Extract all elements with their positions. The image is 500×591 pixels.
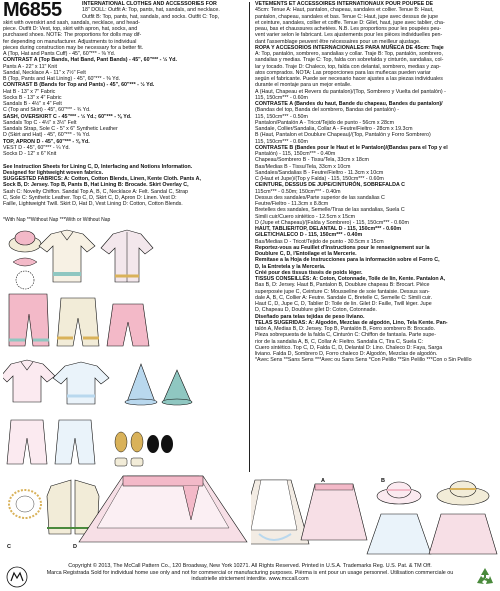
left-line: Sandals Strap, Sole C - 5" x 6" Synthetic Leather [3,126,118,132]
right-line: Reportez-vous au Feuillet d'Instructions pour le renseignement sur la [255,244,430,251]
right-line: Feutre/Fieltro - 11.3cm x 8.8cm [255,201,329,207]
view-letter-c: C [7,544,11,550]
hat-a-illustration [9,231,41,289]
right-line: Simili cuir/Cuero sintético - 12.5cm x 15cm [255,213,356,220]
right-line: Dessus des sandales/Parte superior de las sandalias C [255,194,385,201]
top-a-illustration [39,230,95,282]
left-line: Designed for lightweight woven fabrics. [3,169,104,176]
left-line: TOP, APRON D - 45", 60"*** - ⅜ Yd. [3,138,90,145]
copyright-footer [30,563,470,583]
right-line: Sandales/Sandalias B - Feutre/Fieltro - 11.3cm x 10cm [255,169,384,176]
left-line: Socks B - 13" x 4" Fabric [3,94,62,101]
right-line: sandalias y medias. Traje C: Top, falda con sobrefalda y cinturón, sandalias, col- [255,57,444,64]
top-d-illustration [53,362,109,404]
right-line: dale A, B, C, Collier A: Feutre. Sandale C, Bretelle C, Semelle C: Simili cuir. [255,294,432,301]
right-line: Remítase a la Hoja de Instrucciones para la información sobre el Forro C, [255,257,440,264]
left-line: INTERNATIONAL CLOTHES AND ACCESSORIES FOR [82,1,217,7]
garment-illustrations-left [3,224,249,554]
left-line: VEST D - 45", 60"*** - ¼ Yd. [3,144,70,151]
left-line: Sandal, Necklace A - 11" x 7½" Felt [3,69,86,76]
left-line: B (Top, Pants and Hat Lining) - 45", 60"*** - ⅜ Yd. [3,76,121,82]
hat-d-illustration [377,482,421,504]
website-line: industrielle strictement interdite. www.mccall.com [191,576,309,583]
left-line: skirt with overskirt and sash, sandals, necklace, and head- [3,19,140,26]
left-line: D (Skirt and Hat) - 45", 60"*** - ⅜ Yd. [3,132,91,139]
trademark-line: Marca Registrada Sold for individual home use only and not for commercial or manufacturing purposes. Pièrma is ent pour un usage personnel. Utilisation commerciale ou [46,569,454,576]
left-line: purchased shoes. NOTE: The proportions for dolls may dif- [3,32,142,39]
pants-d-illustration [7,420,47,464]
left-line: Sash C: Novelty Chiffon. Sandal Top A, B, C, Necklace A: Felt. Sandal C, Strap [3,188,188,195]
right-line: peau, bas et chaussures achetées. N.B. Les proportions pour les poupées peu- [255,26,442,32]
right-line: vent varier selon le fabricant. Les ajustements pour les pièces individuelles pen- [255,32,443,39]
right-line: A (Haut, Chapeau et Revers du pantalon)/(Top, Sombrero y Vuelta del pantalón) - [255,88,446,95]
right-line: Diseñado para telas tejidas de peso liviano. [255,313,365,320]
right-line: durante el montaje para un mejor entalle. [255,82,352,89]
right-line: VÊTEMENTS ET ACCESSOIRES INTERNATIONAUX POUR POUPÉE DE [255,1,434,7]
view-letter-d: D [73,544,77,550]
left-line: A (Top, Hat and Pants Cuff) - 45", 60"*** - ⅜ Yd. [3,51,116,57]
left-line: Sock B, D: Jersey. Top B, Pants B, Hat Lining B: Brocade. Skirt Overlay C, [3,182,189,189]
right-line: D, la Entretela y la Mercería. [255,263,326,270]
right-line: dant l'assemblage peuvent être nécessaires pour un meilleur ajustage. [255,38,421,45]
hat-c-illustration [162,370,192,405]
english-description-column [3,1,244,207]
right-line: C (Haut et Jupe)/(Top y Falda) - 115, 150cm*** - 0.60m [255,176,384,182]
hat-e-illustration [437,481,489,505]
right-line: 115, 150cm*** - 0.60m [255,138,308,145]
right-line: CONTRASTE A (Bandes du haut, Bande du chapeau, Bandes du pantalon)/ [255,101,443,107]
right-line: CONTRASTE B (Bandes pour le Haut et le Pantalon)/(Bandas para el Top y el [255,144,448,151]
left-line: Pants A - 22" x 11" Knit [3,63,58,70]
left-line: SUGGESTED FABRICS: A: Cotton, Cotton Blends, Linen, Kente Cloth. Pants A, [3,176,201,182]
right-line: HAUT, TABLIER/TOP, DELANTAL D - 115, 150cm*** - 0.60m [255,226,402,232]
right-line: CEINTURE, DESSUS DE JUPE/CINTURÓN, SOBREFALDA C [255,182,405,189]
left-line: Socks D - 12" x 6" Knit [3,151,57,157]
left-line: Sandals Top C - 4½" x 3½" Felt [3,119,77,126]
left-line: CONTRAST B (Bands for Top and Pants) - 45", 60"*** - ½ Yd. [3,82,155,89]
right-line: Pantalon/Pantalón A - Tricot/Tejido de punto - 56cm x 28cm [255,119,394,126]
left-line: C, Sole C: Synthetic Leather. Top C, D, Skirt C, D, Apron D: Linen. Vest D: [3,194,177,201]
right-line: Bas B, D: Jersey. Haut B, Pantalon B, Doublure chapeau B: Brocart. Pièce [255,282,430,289]
pants-e-illustration [55,420,95,464]
view-letter-b: B [381,478,385,484]
right-line: talón A, Medias B, D: Jersey. Top B, Pantalón B, Forro sombrero B: Brocado. [255,326,435,332]
skirt-c-illustration [301,484,367,540]
french-spanish-description-column [255,1,498,364]
right-line: TISSUS CONSEILLÉS: A: Coton, Cotonnade, Toile de lin, Kente. Pantalon A, [255,276,446,282]
left-line: CONTRAST A (Top Bands, Hat Band, Pant Bands) - 45", 60"*** - ½ Yd. [3,57,177,64]
right-line: atos comprados. NOTA: Las proporciones para las muñecas pueden variar [255,69,431,76]
right-line: (Bandas del top, Banda del sombrero, Bandas del pantalón) - [255,107,399,114]
garment-illustrations-right [251,474,500,564]
right-line: Haut C, D, Jupe C, D, Tablier D: Toile de lin. Gilet D: Faille, Twill léger. Jupe [255,301,432,307]
right-line: Pieza sobrepuesta de la falda C, Cinturón C: Chiffon de fantasía. Parte supe- [255,332,436,339]
right-line: Créé pour des tissus tissés de poids léger. [255,269,363,276]
necklace-a-illustration [9,490,41,518]
right-line: et ceinture, sandales, collier et coiffe. Tenue D: Gilet, haut, jupe avec tablier, cha- [255,19,445,26]
right-line: ROPA Y ACCESORIOS INTERNACIONALES PARA MUÑECA DE 45cm: Traje [255,44,444,51]
right-line: superposée jupe C, Ceinture C: Mousseline de soie fantaisie. Dessus san- [255,288,430,295]
top-b-illustration [101,230,153,282]
right-line: lar y tocado. Traje D: Chaleco, top, falda con delantal, sombrero, medias y zap- [255,63,441,70]
skirt-d-illustration [251,480,309,544]
pants-b-illustration [57,298,99,346]
left-line: See Instruction Sheets for Lining C, D, Interfacing and Notions Information. [3,163,193,170]
view-letters [7,544,77,550]
left-line: 18" DOLL: Outfit A: Top, pants, hat, sandals, and necklace. [82,7,220,14]
right-line: TELAS SUGERIDAS: A: Algodón, Mezclas de algodón, Lino, Tela Kente. Pan- [255,319,448,326]
right-line: 115, 150cm*** - 0.60m [255,94,308,101]
recycle-icon [474,566,496,591]
view-letter-a: A [321,478,325,484]
hat-b-illustration [125,364,157,405]
right-line: 115cm*** - 0.50m; 150cm*** - 0.40m [255,188,341,195]
left-line: pieces during construction may be necessary for a better fit. [3,44,144,51]
right-line: *Avec Sens **Sans Sens ***Avec ou Sans Sens *Con Pelillo **Sin Pelillo ***Con o Sin Pelillo [255,357,472,364]
right-line: D, Chapeau D, Doublure gilet D: Coton, Cotonnade. [255,307,377,314]
left-line: Sandals B - 4½" x 4" Felt [3,101,62,107]
right-line: liviano. Falda D, Sombrero D, Forro chaleco D: Algodón, Mezclas de algodón. [255,351,438,357]
right-line: Pantalón) - 115, 150cm*** - 0.40m [255,151,336,157]
right-line: 115, 150cm*** - 0.50m [255,113,308,120]
right-line: Doublure C, D, l'Entoilage et la Mercerie. [255,251,357,257]
right-line: pantalon, chapeau, sandales et bas. Tenue C: Haut, jupe avec dessus de jupe [255,13,439,20]
left-line: C (Top and Skirt) - 45", 60"*** - ¾ Yd. [3,107,91,114]
right-line: Chapeau/Sombrero B - Tissu/Tela, 33cm x 18cm [255,157,369,164]
right-line: D (Jupe et Chapeau)/(Falda y Sombrero) - 115, 150cm*** - 0.60m [255,219,409,226]
mccall-logo [6,566,28,591]
nap-legend: *With Nap **Without Nap ***With or Without Nap [3,217,111,223]
right-line: rior de la sandalia A, B, C, Collar A: Fieltro. Sandalia C, Tira C, Suela C: [255,338,424,345]
right-line: GILET/CHALECO D - 115, 150cm*** - 0.40m [255,232,363,239]
left-line: Hat B - 13" x 7" Fabric [3,88,56,95]
right-line: Bas/Medias D - Tricot/Tejido de punto - 30.5cm x 15cm [255,238,384,245]
right-line: B (Haut, Pantalon et Doublure Chapeau)/(Top, Pantalón y Forro Sombrero) [255,132,431,139]
skirt-c-overskirt-illustration [79,476,247,542]
left-line: fer depending on manufacturer. Adjustments to individual [3,38,137,45]
pattern-number: M6855 [3,0,62,21]
copyright-line: Copyright © 2013, The McCall Pattern Co., 120 Broadway, New York 10271. All Rights Reserved. Printed in U.S.A. Trademarks Reg. U.S. Pat. & TM Off. [68,563,432,569]
top-c-illustration [3,360,55,402]
left-line: piece. Outfit D: Vest, top, skirt with apron, hat, socks, and [3,26,138,32]
right-line: A: Top, pantalón, sombrero, sandalias y collar. Traje B: Top, pantalón, sombrero, [255,51,443,57]
column-divider [249,2,250,472]
pants-a-illustration [9,294,49,346]
pants-c-illustration [107,304,149,346]
right-line: Cuero sintético. Top C, D, Falda C, D, Delantal D: Lino. Chaleco D: Faya, Sarga [255,344,443,351]
left-line: SASH, OVERSKIRT C - 45"*** - ½ Yd.; 60"*** - ⅜ Yd. [3,113,132,120]
right-line: Bretelles des sandales, Semelle/Tiras de las sandalias, Suela C [255,207,405,214]
right-line: según el fabricante. Puede ser necesario hacer ajustes a las piezas individuales [255,76,443,82]
left-line: Outfit B: Top, pants, hat, sandals, and socks. Outfit C: Top, [82,13,220,20]
right-line: Sandale, Collier/Sandalia, Collar A - Feutre/Fieltro - 28cm x 19.3cm [255,126,413,132]
right-line: Bas/Medias B - Tissu/Tela, 33cm x 10cm [255,163,351,170]
right-line: 45cm: Tenue A: Haut, pantalon, chapeau, sandales et collier. Tenue B: Haut, [255,7,434,14]
overskirt-illustration [367,514,497,554]
left-line: Faille, Lightweight Twill. Skirt D, Hat D, Vest Lining D: Cotton, Cotton Blends. [3,201,183,207]
sandals-illustration [115,432,173,466]
